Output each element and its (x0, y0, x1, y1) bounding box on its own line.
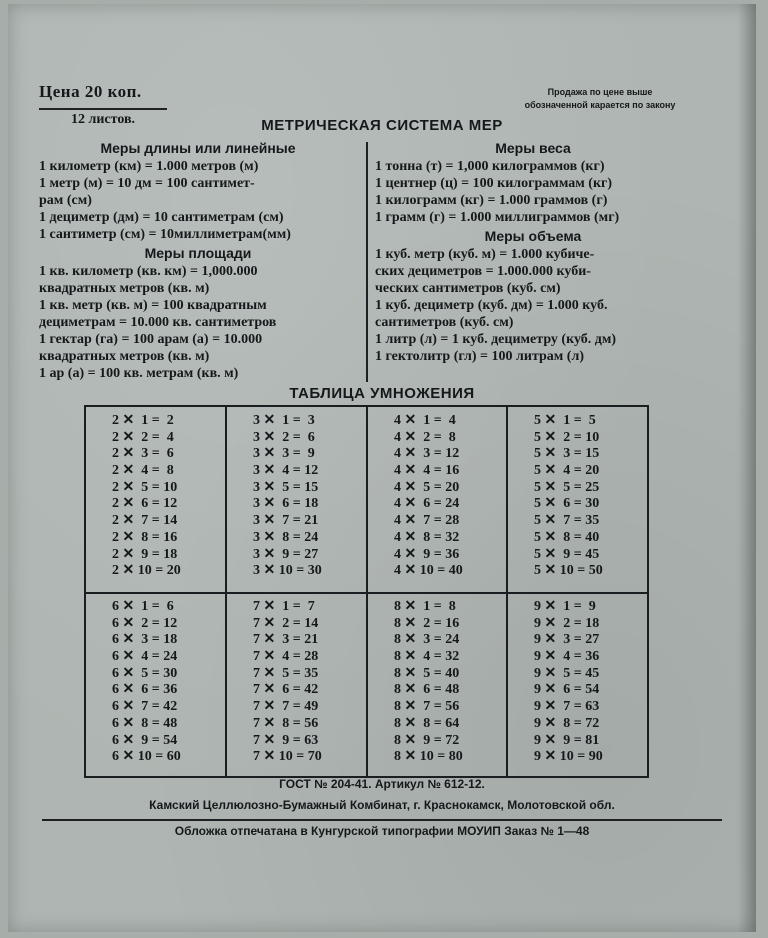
times-row: 4 ✕ 7 = 28 (394, 513, 460, 529)
footer-rule (42, 819, 722, 821)
area-measure-line: 1 ар (а) = 100 кв. метрам (кв. м) (39, 366, 239, 381)
area-measure-line: квадратных метров (кв. м) (39, 281, 210, 296)
page-edge-shadow (738, 4, 756, 932)
weight-measure-line: 1 центнер (ц) = 100 килограммам (кг) (375, 176, 613, 191)
times-row: 5 ✕ 7 = 35 (534, 513, 600, 529)
times-row: 2 ✕ 10 = 20 (112, 563, 181, 579)
times-row: 6 ✕ 6 = 36 (112, 682, 178, 698)
times-row: 8 ✕ 5 = 40 (394, 665, 460, 681)
times-row: 5 ✕ 1 = 5 (534, 413, 596, 428)
times-row: 8 ✕ 7 = 56 (394, 699, 460, 715)
times-row: 6 ✕ 9 = 54 (112, 732, 178, 748)
left-column (39, 138, 357, 382)
times-row: 9 ✕ 10 = 90 (534, 749, 603, 765)
times-row: 4 ✕ 5 = 20 (394, 479, 460, 495)
times-row: 7 ✕ 2 = 14 (253, 615, 319, 631)
area-measures-list (39, 263, 357, 382)
times-row: 6 ✕ 8 = 48 (112, 715, 178, 731)
times-row: 6 ✕ 3 = 18 (112, 632, 178, 648)
area-measure-line: 1 кв. километр (кв. км) = 1,000.000 (39, 264, 258, 279)
weight-measure-line: 1 грамм (г) = 1.000 миллиграммов (мг) (375, 210, 620, 225)
times-row: 2 ✕ 3 = 6 (112, 446, 174, 462)
times-row: 9 ✕ 3 = 27 (534, 632, 600, 648)
times-row: 7 ✕ 3 = 21 (253, 632, 319, 648)
times-row: 7 ✕ 10 = 70 (253, 749, 322, 765)
area-measure-line: дециметрам = 10.000 кв. сантиметров (39, 315, 277, 330)
times-row: 8 ✕ 10 = 80 (394, 749, 463, 765)
printer-info: Обложка отпечатана в Кунгурской типографии МОУИП Заказ № 1—48 (174, 824, 590, 838)
times-row: 2 ✕ 1 = 2 (112, 413, 174, 428)
times-row: 6 ✕ 7 = 42 (112, 699, 178, 715)
times-row: 5 ✕ 9 = 45 (534, 546, 600, 562)
price-underline (39, 108, 167, 110)
price-label: Цена 20 коп. (39, 82, 142, 101)
length-measure-line: 1 километр (км) = 1.000 метров (м) (39, 159, 259, 174)
times-table-5 (508, 413, 648, 597)
times-row: 6 ✕ 1 = 6 (112, 599, 174, 614)
times-row: 9 ✕ 7 = 63 (534, 699, 600, 715)
times-row: 4 ✕ 2 = 8 (394, 429, 456, 445)
volume-measures-heading: Меры объема (484, 228, 582, 244)
times-row: 9 ✕ 9 = 81 (534, 732, 600, 748)
volume-measure-line: ческих сантиметров (куб. см) (375, 281, 561, 296)
times-row: 4 ✕ 10 = 40 (394, 563, 463, 579)
length-measure-line: рам (см) (39, 193, 92, 208)
times-row: 6 ✕ 2 = 12 (112, 615, 178, 631)
area-measure-line: 1 кв. метр (кв. м) = 100 квадратным (39, 298, 267, 313)
times-row: 2 ✕ 9 = 18 (112, 546, 178, 562)
times-row: 9 ✕ 8 = 72 (534, 715, 600, 731)
times-row: 3 ✕ 2 = 6 (253, 429, 315, 445)
multiplication-grid (84, 405, 649, 778)
times-table-2 (86, 413, 226, 597)
times-row: 2 ✕ 7 = 14 (112, 513, 178, 529)
notebook-cover (8, 4, 756, 932)
column-divider (366, 142, 368, 382)
times-row: 4 ✕ 6 = 24 (394, 496, 460, 512)
times-row: 5 ✕ 8 = 40 (534, 529, 600, 545)
times-row: 3 ✕ 1 = 3 (253, 413, 315, 428)
length-measures-heading: Меры длины или линейные (100, 140, 296, 156)
sale-warning (500, 86, 700, 112)
weight-measure-line: 1 тонна (т) = 1,000 килограммов (кг) (375, 159, 605, 174)
times-row: 6 ✕ 5 = 30 (112, 665, 178, 681)
manufacturer: Камский Целлюлозно-Бумажный Комбинат, г. Краснокамск, Молотовской обл. (149, 798, 615, 812)
volume-measure-line: 1 куб. дециметр (куб. дм) = 1.000 куб. (375, 298, 608, 313)
times-row: 5 ✕ 10 = 50 (534, 563, 603, 579)
multiplication-table-title: ТАБЛИЦА УМНОЖЕНИЯ (289, 385, 475, 402)
times-row: 7 ✕ 5 = 35 (253, 665, 319, 681)
volume-measure-line: ских дециметров = 1.000.000 куби- (375, 264, 591, 279)
times-row: 5 ✕ 3 = 15 (534, 446, 600, 462)
times-row: 8 ✕ 6 = 48 (394, 682, 460, 698)
times-row: 4 ✕ 8 = 32 (394, 529, 460, 545)
times-row: 4 ✕ 4 = 16 (394, 463, 460, 479)
times-row: 2 ✕ 4 = 8 (112, 463, 174, 479)
times-row: 5 ✕ 4 = 20 (534, 463, 600, 479)
times-row: 7 ✕ 9 = 63 (253, 732, 319, 748)
area-measures-heading: Меры площади (144, 245, 252, 261)
times-row: 6 ✕ 4 = 24 (112, 649, 178, 665)
times-row: 9 ✕ 4 = 36 (534, 649, 600, 665)
times-row: 7 ✕ 1 = 7 (253, 599, 315, 614)
times-table-9 (508, 599, 648, 783)
times-table-6 (86, 599, 226, 783)
times-table-7 (227, 599, 367, 783)
times-row: 2 ✕ 5 = 10 (112, 479, 178, 495)
length-measures-list (39, 158, 357, 243)
times-row: 3 ✕ 7 = 21 (253, 513, 319, 529)
times-row: 7 ✕ 4 = 28 (253, 649, 319, 665)
times-row: 8 ✕ 4 = 32 (394, 649, 460, 665)
times-row: 8 ✕ 8 = 64 (394, 715, 460, 731)
sale-warning-line-1: Продажа по цене выше (547, 87, 653, 97)
volume-measure-line: 1 литр (л) = 1 куб. дециметру (куб. дм) (375, 332, 617, 347)
times-row: 4 ✕ 1 = 4 (394, 413, 456, 428)
times-row: 4 ✕ 9 = 36 (394, 546, 460, 562)
times-row: 3 ✕ 5 = 15 (253, 479, 319, 495)
times-row: 3 ✕ 8 = 24 (253, 529, 319, 545)
times-row: 9 ✕ 5 = 45 (534, 665, 600, 681)
times-row: 8 ✕ 9 = 72 (394, 732, 460, 748)
times-row: 8 ✕ 3 = 24 (394, 632, 460, 648)
times-row: 8 ✕ 2 = 16 (394, 615, 460, 631)
times-row: 2 ✕ 8 = 16 (112, 529, 178, 545)
times-row: 9 ✕ 6 = 54 (534, 682, 600, 698)
volume-measure-line: сантиметров (куб. см) (375, 315, 514, 330)
times-row: 2 ✕ 2 = 4 (112, 429, 174, 445)
times-table-4 (368, 413, 508, 597)
weight-measures-heading: Меры веса (495, 140, 571, 156)
times-row: 5 ✕ 2 = 10 (534, 429, 600, 445)
times-row: 3 ✕ 9 = 27 (253, 546, 319, 562)
area-measure-line: квадратных метров (кв. м) (39, 349, 210, 364)
times-row: 9 ✕ 1 = 9 (534, 599, 596, 614)
volume-measures-list (375, 246, 691, 365)
gost-article: ГОСТ № 204-41. Артикул № 612-12. (279, 777, 485, 791)
volume-measure-line: 1 гектолитр (гл) = 100 литрам (л) (375, 349, 584, 364)
times-row: 7 ✕ 6 = 42 (253, 682, 319, 698)
metric-system-title: МЕТРИЧЕСКАЯ СИСТЕМА МЕР (261, 117, 503, 134)
times-row: 3 ✕ 10 = 30 (253, 563, 322, 579)
times-row: 7 ✕ 7 = 49 (253, 699, 319, 715)
volume-measure-line: 1 куб. метр (куб. м) = 1.000 кубиче- (375, 247, 595, 262)
area-measure-line: 1 гектар (га) = 100 арам (а) = 10.000 (39, 332, 263, 347)
times-row: 5 ✕ 5 = 25 (534, 479, 600, 495)
sheet-count: 12 листов. (71, 112, 136, 127)
length-measure-line: 1 дециметр (дм) = 10 сантиметрам (см) (39, 210, 284, 225)
times-table-8 (368, 599, 508, 783)
times-row: 3 ✕ 4 = 12 (253, 463, 319, 479)
times-table-3 (227, 413, 367, 597)
length-measure-line: 1 метр (м) = 10 дм = 100 сантимет- (39, 176, 255, 191)
times-row: 3 ✕ 6 = 18 (253, 496, 319, 512)
times-row: 7 ✕ 8 = 56 (253, 715, 319, 731)
length-measure-line: 1 сантиметр (см) = 10миллиметрам(мм) (39, 227, 291, 242)
weight-measures-list (375, 158, 691, 226)
times-row: 4 ✕ 3 = 12 (394, 446, 460, 462)
times-row: 9 ✕ 2 = 18 (534, 615, 600, 631)
sale-warning-line-2: обозначенной карается по закону (524, 100, 676, 110)
times-row: 2 ✕ 6 = 12 (112, 496, 178, 512)
weight-measure-line: 1 килограмм (кг) = 1.000 граммов (г) (375, 193, 608, 208)
times-row: 3 ✕ 3 = 9 (253, 446, 315, 462)
times-row: 5 ✕ 6 = 30 (534, 496, 600, 512)
right-column (375, 138, 691, 365)
times-row: 8 ✕ 1 = 8 (394, 599, 456, 614)
times-row: 6 ✕ 10 = 60 (112, 749, 181, 765)
